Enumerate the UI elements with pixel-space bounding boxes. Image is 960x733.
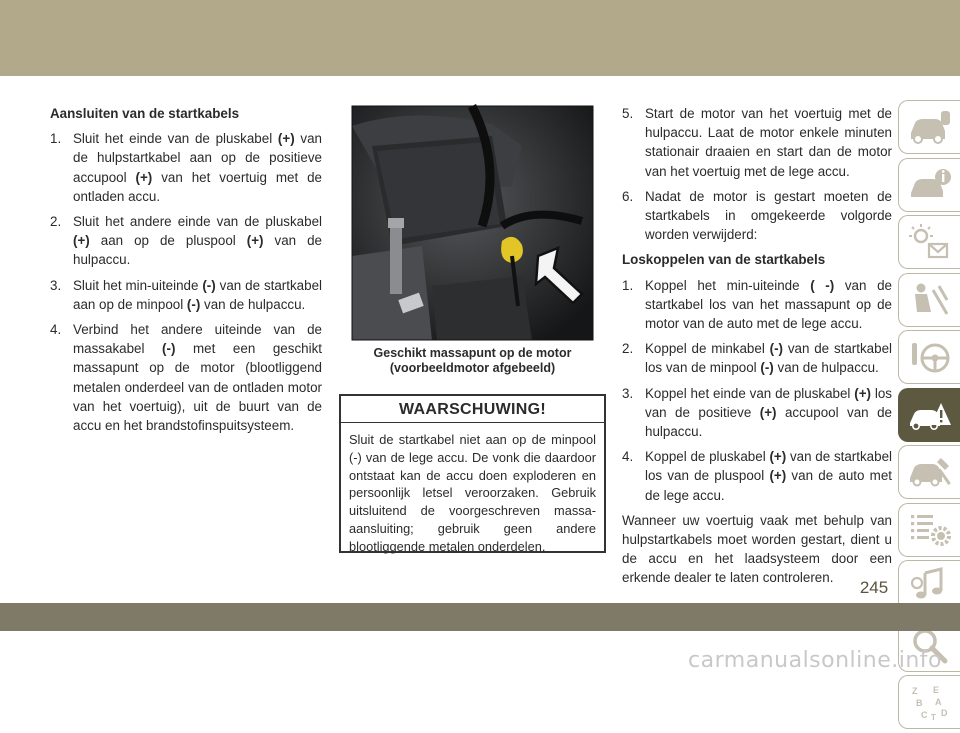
car-key-icon bbox=[907, 107, 953, 147]
tab-warning-lights[interactable] bbox=[898, 215, 960, 269]
step-number: 3. bbox=[50, 277, 62, 293]
tab-index[interactable] bbox=[898, 675, 960, 729]
step-text-part: Koppel de minkabel bbox=[645, 341, 770, 357]
terminal-sign: (-) bbox=[186, 296, 201, 312]
section-heading-disconnect: Loskoppelen van de startkabels bbox=[622, 252, 826, 268]
step-text-part: van de hulpaccu. bbox=[773, 360, 879, 376]
step-number: 3. bbox=[622, 385, 634, 401]
index-letters-icon bbox=[907, 682, 953, 722]
car-service-icon bbox=[907, 452, 953, 492]
step-text-part: Koppel de pluskabel bbox=[645, 449, 770, 465]
step-item bbox=[50, 276, 322, 314]
engine-illustration bbox=[352, 106, 593, 340]
step-text-part: van de hulpstartkabel aan op de positieve accupool bbox=[73, 131, 322, 185]
terminal-sign: (-) bbox=[202, 277, 216, 293]
step-text-part: aan op de pluspool bbox=[89, 233, 247, 249]
engine-ground-point-photo bbox=[352, 106, 593, 340]
step-number: 4. bbox=[50, 322, 62, 338]
tab-dashboard[interactable] bbox=[898, 158, 960, 212]
step-text-part: met een geschikt massapunt op de motor (blootliggend metalen onderdeel van de ontladen motor van het voertuig), uit de buurt van de accu en het brandstofinspuitsysteem. bbox=[73, 341, 322, 434]
index-letter: C bbox=[920, 710, 927, 720]
step-text bbox=[645, 339, 892, 377]
step-text bbox=[645, 276, 892, 334]
terminal-sign: (+) bbox=[769, 468, 787, 484]
closing-paragraph: Wanneer uw voertuig vaak met behulp van hulpstartkabels moet worden gestart, dient u de accu en het laadsysteem door een erkende dealer te laten controleren. bbox=[622, 512, 892, 586]
step-text-part: Verbind het andere uiteinde van de massakabel bbox=[73, 322, 322, 357]
step-text-part: van de startkabel los van de minpool bbox=[645, 341, 892, 376]
step-text-part: van de startkabel aan op de minpool bbox=[73, 277, 322, 312]
warning-text: Sluit de startkabel niet aan op de minpool (-) van de lege accu. De vonk die daardoor ontstaat kan de accu doen exploderen en persoonlijk letsel veroorzaken. Gebruik uitsluitend de voorgeschreven massa-aansluiting; gebruik geen andere blootliggende metalen onderdelen. bbox=[349, 432, 596, 554]
step-item bbox=[50, 129, 322, 206]
car-info-icon bbox=[907, 165, 953, 205]
tab-starting-operating[interactable] bbox=[898, 330, 960, 384]
step-text bbox=[73, 129, 322, 206]
step-item bbox=[622, 339, 892, 377]
step-number: 4. bbox=[622, 449, 634, 465]
step-item bbox=[622, 447, 892, 505]
index-letter: T bbox=[930, 713, 936, 722]
step-item bbox=[622, 384, 892, 442]
right-column bbox=[622, 104, 892, 588]
terminal-sign: (-) bbox=[760, 360, 774, 376]
terminal-sign: (+) bbox=[769, 449, 787, 465]
step-text-part: van de hulpaccu. bbox=[73, 233, 322, 268]
step-text bbox=[645, 104, 892, 181]
caption-line-1: Geschikt massapunt op de motor bbox=[373, 346, 572, 360]
step-text bbox=[73, 320, 322, 435]
step-text bbox=[73, 212, 322, 270]
caption-line-2: (voorbeeldmotor afgebeeld) bbox=[389, 361, 556, 375]
terminal-sign: (+) bbox=[759, 404, 777, 420]
step-text-part: accupool van de hulpaccu. bbox=[645, 404, 892, 440]
disconnect-steps-list bbox=[622, 276, 892, 505]
step-text bbox=[645, 187, 892, 245]
step-item bbox=[50, 212, 322, 270]
terminal-sign: (-) bbox=[162, 341, 176, 357]
step-item bbox=[622, 187, 892, 245]
left-column bbox=[50, 104, 322, 441]
step-number: 6. bbox=[622, 188, 634, 204]
step-item bbox=[622, 104, 892, 181]
step-text-part: Start de motor van het voertuig met de hulpaccu. Laat de motor enkele minuten stationair draaien en start dan de motor van het voertuig met de lege accu. bbox=[645, 106, 892, 179]
index-letter: Z bbox=[911, 686, 917, 696]
terminal-sign: ( -) bbox=[810, 277, 835, 293]
tab-safety[interactable] bbox=[898, 273, 960, 327]
step-text-part: los van de positieve bbox=[645, 385, 892, 420]
seatbelt-icon bbox=[907, 280, 953, 320]
step-text-part: van de startkabel los van de pluspool bbox=[645, 449, 892, 484]
emergency-car-icon bbox=[907, 395, 953, 435]
watermark-text: carmanualsonline.info bbox=[688, 648, 942, 673]
bottom-color-band bbox=[0, 603, 960, 631]
connect-steps-list bbox=[50, 129, 322, 435]
step-text-part: Sluit het andere einde van de pluskabel bbox=[73, 214, 322, 230]
tab-vehicle-intro[interactable] bbox=[898, 100, 960, 154]
step-text-part: van de auto met de lege accu. bbox=[645, 468, 892, 503]
terminal-sign: (-) bbox=[769, 341, 784, 357]
step-text-part: van de hulpaccu. bbox=[200, 296, 306, 312]
page-number: 245 bbox=[859, 578, 889, 597]
section-heading-connect: Aansluiten van de startkabels bbox=[50, 106, 240, 121]
chapter-tabs bbox=[898, 100, 960, 733]
step-number: 5. bbox=[622, 106, 634, 121]
terminal-sign: (+) bbox=[135, 169, 153, 185]
step-number: 2. bbox=[622, 341, 634, 357]
figure-caption bbox=[352, 346, 593, 376]
step-text-part: Koppel het min-uiteinde bbox=[645, 277, 811, 293]
index-letter: A bbox=[934, 697, 941, 707]
step-text bbox=[645, 384, 892, 442]
tab-in-case-of-emergency[interactable] bbox=[898, 388, 960, 442]
terminal-sign: (+) bbox=[854, 385, 872, 401]
step-text-part: Koppel het einde van de pluskabel bbox=[645, 385, 855, 401]
step-number: 1. bbox=[622, 277, 634, 293]
specs-gear-icon bbox=[907, 510, 953, 550]
step-text-part: van het voertuig met de ontladen accu. bbox=[73, 169, 322, 204]
terminal-sign: (+) bbox=[246, 233, 264, 249]
step-text bbox=[645, 447, 892, 505]
warning-box bbox=[339, 394, 606, 553]
step-text-part: van de startkabel los van het massapunt op de motor van de auto met de lege accu. bbox=[645, 277, 892, 332]
step-number: 1. bbox=[50, 131, 62, 147]
step-text-part: Sluit het einde van de pluskabel bbox=[73, 131, 278, 147]
warning-title: WAARSCHUWING! bbox=[341, 396, 604, 423]
tab-servicing[interactable] bbox=[898, 445, 960, 499]
steering-wheel-icon bbox=[907, 337, 953, 377]
multimedia-icon bbox=[907, 567, 953, 607]
start-steps-list bbox=[622, 104, 892, 244]
terminal-sign: (+) bbox=[73, 233, 90, 249]
step-text-part: Sluit het min-uiteinde bbox=[73, 277, 203, 293]
step-item bbox=[50, 320, 322, 435]
top-color-band bbox=[0, 0, 960, 76]
step-number: 2. bbox=[50, 214, 62, 230]
tab-technical-specs[interactable] bbox=[898, 503, 960, 557]
step-text bbox=[73, 276, 322, 314]
step-item bbox=[622, 276, 892, 334]
index-letter: D bbox=[940, 708, 947, 718]
warning-lights-icon bbox=[907, 222, 953, 262]
step-text-part: Nadat de motor is gestart moeten de startkabels in omgekeerde volgorde worden verwijderd: bbox=[645, 188, 892, 243]
index-letter: B bbox=[915, 698, 922, 708]
terminal-sign: (+) bbox=[277, 131, 295, 147]
index-letter: E bbox=[932, 685, 939, 695]
